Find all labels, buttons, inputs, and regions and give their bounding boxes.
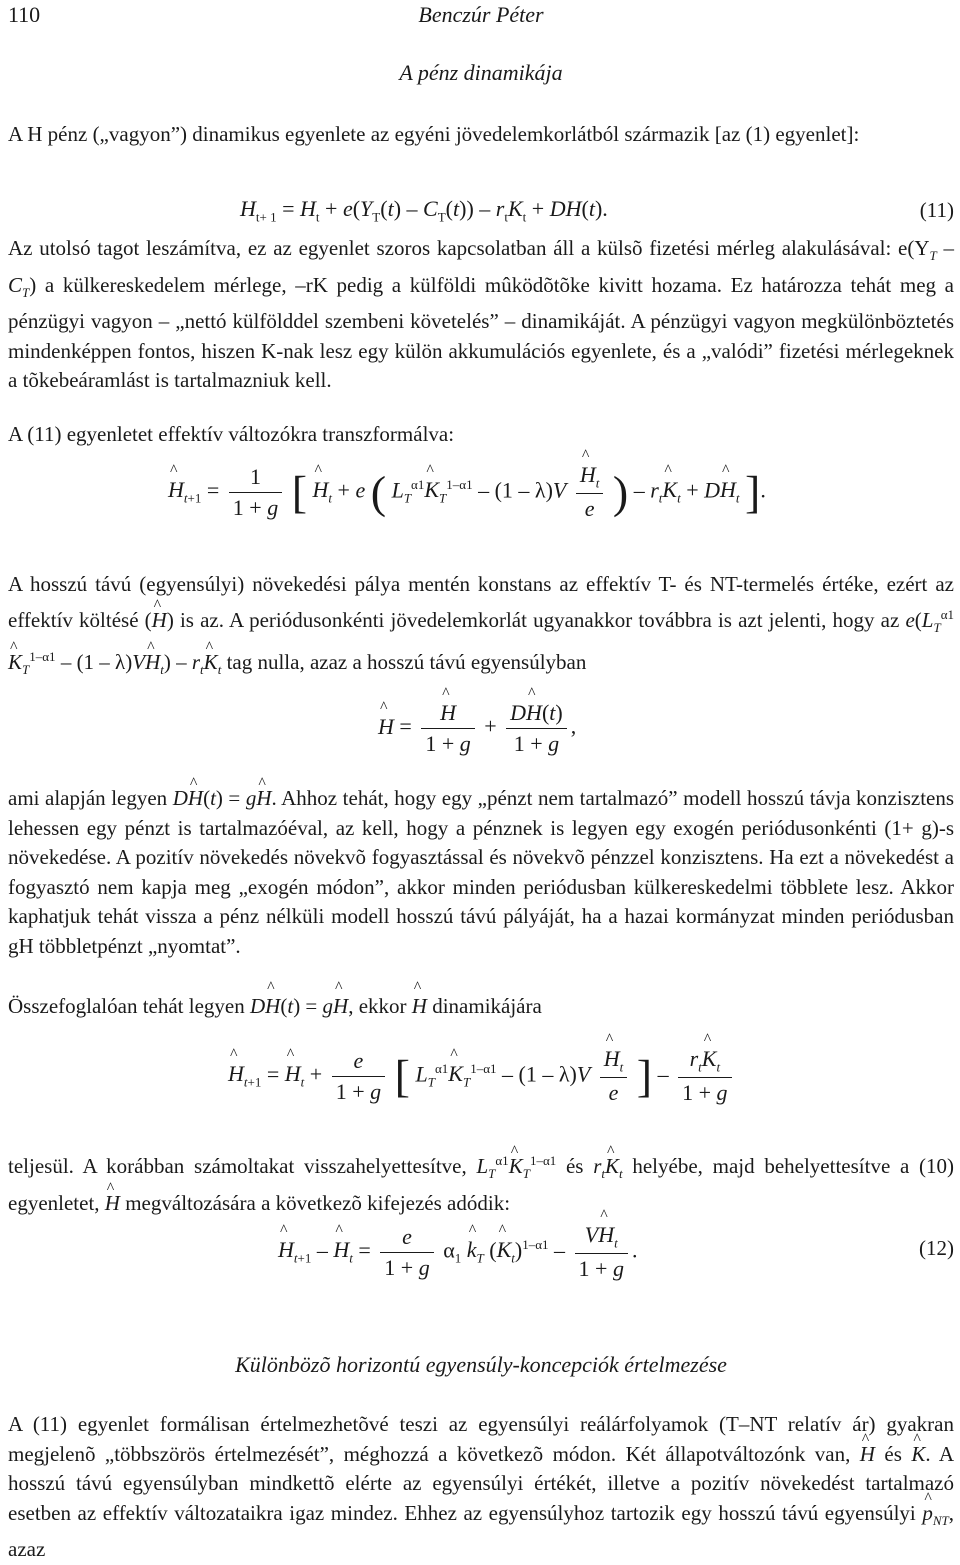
equation-12: ^ $H_{t+1}$ – ^ $H_t$ = $\frac{e}{1 + g}$ $\alpha_1$ ^ $k_T$ (^ $K_t)^{1-\alpha 1}$ – $\frac{V\^{} H_t}{1 + g}$ . <box>278 1222 637 1282</box>
page-header <box>8 2 954 32</box>
paragraph-3: A (11) egyenletet effektív változókra transzformálva: <box>8 422 455 446</box>
equation-steady-state-h: ^ H = ^ $\frac{H}{1 + g}$ + $\frac{D\^{} H(t)}{1 + g}$ , <box>378 700 576 757</box>
paragraph-6: Összefoglalóan tehát legyen D^ H(t) = g^ H, ekkor ^ H dinamikájára <box>8 994 954 1019</box>
equation-11: $H_{t+ 1} = H_t + e(Y_T(t) - C_T(t)) - r_tK_t + DH(t)$. <box>240 196 608 225</box>
paragraph-1: A H pénz („vagyon”) dinamikus egyenlete az egyéni jövedelemkorlátból származik [az (1) egyenlet]: <box>8 122 860 146</box>
equation-number-12: (12) <box>919 1236 954 1260</box>
equation-h-dynamics: ^ $H_{t+1}$ = ^ $H_t$ + $\frac{e}{1 + g}$ [ $L_T^{\alpha 1}\^{}$ $K_T^{1-\alpha 1} - (1 - \lambda)V$ ^ $\frac{H_t}{e}$ ] – $\frac{r_t\^{} K_t}{1 + g}$ <box>228 1046 736 1106</box>
running-head-author: Benczúr Péter <box>418 2 544 27</box>
paragraph-7: teljesül. A korábban számoltakat visszahelyettesítve, $L_T^{\alpha 1}\^{}$ $K_T^{1-\alpha 1}$ és $r_t\^{}$ $K_t$ helyébe, majd behelyettesítve a (10) egyenletet, ^ H megváltozására a következõ kifejezés adódik: <box>8 1146 954 1218</box>
section-title: Különbözõ horizontú egyensúly-koncepciók értelmezése <box>235 1352 727 1377</box>
page-number: 110 <box>8 2 41 27</box>
equation-number-11: (11) <box>919 198 954 222</box>
paragraph-2: Az utolsó tagot leszámítva, ez az egyenlet szoros kapcsolatban áll a külsõ fizetési mérleg alakulásával: $e(Y_T - C_T)$ a külkereskedelem mérlege, –rK pedig a külföldi mûködõtõke kivitt hozama. Ez határozza tehát meg a pénzügyi vagyon – „nettó külfölddel szembeni követelés” – dinamikáját. A pénzügyi vagyon megkülönböztetés mindenképpen fontos, hiszen K-nak lesz egy külön akkumulációs egyenlete, és a „valódi” fizetési mérlegeknek a tõkebeáramlást is tartalmazniuk kell. <box>8 236 955 393</box>
paragraph-5: ami alapján legyen D^ H(t) = g^ H. Ahhoz tehát, hogy egy „pénzt nem tartalmazó” modell hosszú távja konzisztens lehessen egy pénzt is tartalmazóéval, az kell, hogy a pénznek is legyen egy exogén periódusonkénti (1+ g)-s növekedése. A pozitív növekedés növekvõ fogyasztással és növekvõ pénzzel konzisztens. Ha ezt a növekedést a fogyasztó nem kapja meg „exogén módon”, akkor minden periódusban külkereskedelmi többlete lesz. Akkor kaphatjuk tehát vissza a pénz nélküli modell hosszú távú pályáját, ha a hazai kormányzat minden periódusban gH többletpénzt „nyomtat”. <box>8 784 954 961</box>
paragraph-4: A hosszú távú (egyensúlyi) növekedési pálya mentén konstans az effektív T- és NT-termelés értéke, ezért az effektív költésé (^ H) is az. A periódusonkénti jövedelemkorlát ugyanakkor továbbra is azt jelenti, hogy az $e(L_T^{\alpha 1}\^{}$ $K_T^{1-\alpha 1} - (1$ – λ)V^ $H_t$) – $r_t\^{}$ $K_t$ tag nulla, azaz a hosszú távú egyensúlyban <box>8 570 954 685</box>
section-title: A pénz dinamikája <box>399 60 563 85</box>
paragraph-8: A (11) egyenlet formálisan értelmezhetõvé teszi az egyensúlyi reálárfolyamok (T–NT relatív ár) gyakran megjelenõ „többszörös értelmezését”, méghozzá a következõ módon. Két állapotváltozónk van, ^ H és ^ K. A hosszú távú egyensúlyban mindkettõ elérte az egyensúlyi értékét, illetve a pozitív növekedést tartalmazó esetben az effektív változataikra igaz mindez. Ehhez az egyensúlyhoz tartozik egy hosszú távú egyensúlyi ^ $p_{NT}$, azaz <box>8 1410 954 1565</box>
equation-effective-h: ^ $H_{t+1}$ = $\frac{1}{1 + g}$ [ ^ $H_t + e$ ( $L_T^{\alpha 1}\^{}$ $K_T^{1-\alpha 1} - (1 - \lambda)V$ ^ $\frac{H_t}{e}$ ) – $r_t\^{}$ $K_t$ + D^ $H_t$ ]. <box>168 462 766 522</box>
